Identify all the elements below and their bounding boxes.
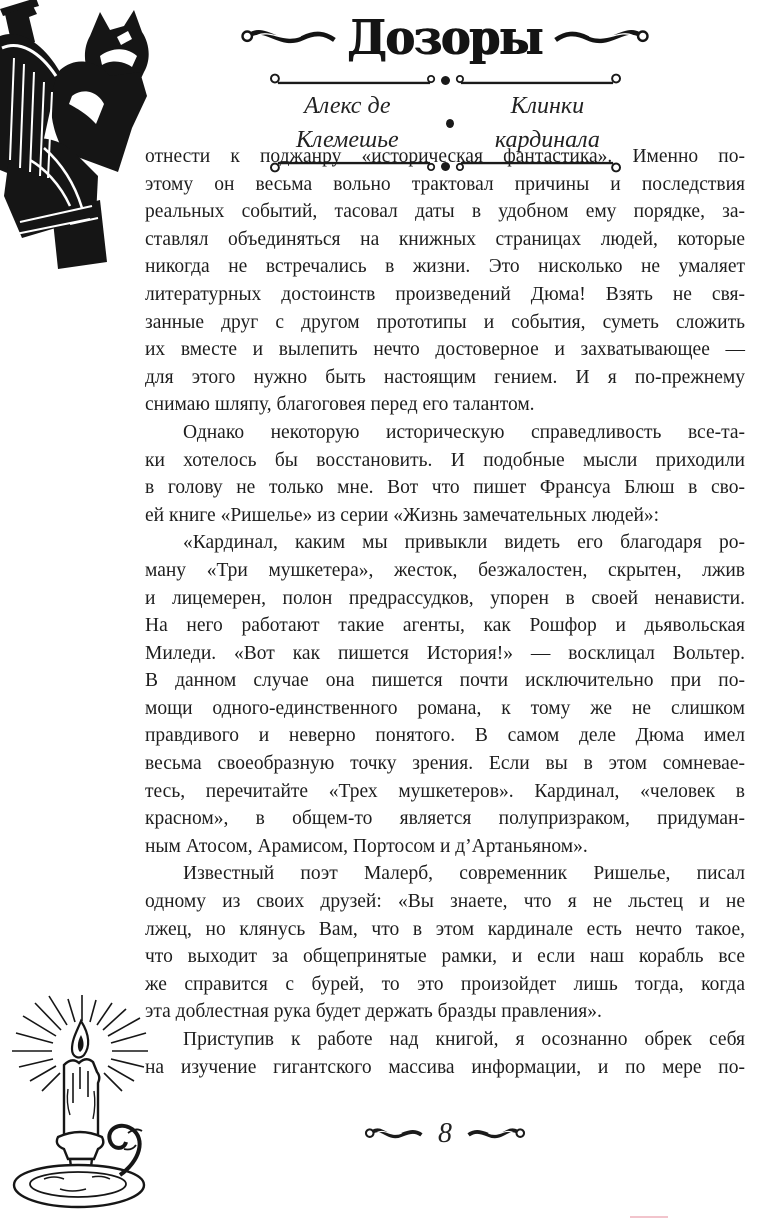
text-line: тесь, перечитайте «Трех мушкетеров». Кардинал, «человек в xyxy=(145,780,745,802)
rule-segment-icon xyxy=(454,72,622,88)
text-line: ки хотелось бы восстановить. И подобные мысли приходили xyxy=(145,449,745,471)
text-line: снимаю шляпу, благоговея перед его талантом. xyxy=(145,394,535,416)
text-line: занные друг с другом прототипы и события, суметь сложить xyxy=(145,311,745,333)
text-line: ставлял объединяться на книжных страницах людей, которые xyxy=(145,228,745,250)
text-line: Приступив к работе над книгой, я осознанно обрек себя xyxy=(183,1029,745,1050)
text-line: что выходит за общепринятые рамки, и если наш корабль все xyxy=(145,946,745,968)
text-line: красном», в общем-то является полупризраком, придуман- xyxy=(145,808,745,830)
text-line: их вместе и вылепить нечто достоверное и захватывающее — xyxy=(145,339,745,361)
text-line: весьма своеобразную точку зрения. Если вы в этом сомневае- xyxy=(145,753,745,775)
text-line: эта доблестная рука будет держать бразды правления». xyxy=(145,1001,602,1023)
logo-flourish-left-icon xyxy=(238,24,338,54)
text-line: Известный поэт Малерб, современник Ришелье, писал xyxy=(183,863,745,885)
rule-dot-icon xyxy=(441,76,450,85)
footer-flourish-right-icon xyxy=(466,1123,528,1145)
paragraph xyxy=(145,1026,745,1081)
text-line: Однако некоторую историческую справедливость все-та- xyxy=(183,421,745,443)
text-line: одному из своих друзей: «Вы знаете, что я не льстец и не xyxy=(145,891,745,913)
text-line: ману «Три мушкетера», жесток, безжалостен, скрытен, лжив xyxy=(145,559,745,581)
series-logo: Дозоры xyxy=(347,10,543,66)
scan-artifact xyxy=(630,1216,668,1218)
page-footer xyxy=(145,1110,745,1158)
subtitle-dot-icon xyxy=(446,119,454,128)
paragraph xyxy=(145,143,745,419)
text-line: правдивого и неверно понятого. В самом деле Дюма имел xyxy=(145,725,745,747)
text-line: для этого нужно быть настоящим гением. И я по-прежнему xyxy=(145,366,745,388)
gargoyle-illustration xyxy=(0,0,150,272)
text-line: этому он весьма вольно трактовал причины и последствия xyxy=(145,173,745,195)
text-line: никогда не встречались в жизни. Это нисколько не умаляет xyxy=(145,256,745,278)
paragraph xyxy=(145,419,745,529)
author-name: Алекс де Клемешье xyxy=(295,93,399,153)
text-line: и лицемерен, полон предрассудков, упорен в своей ненависти. xyxy=(145,587,745,609)
series-logo-row xyxy=(145,8,745,70)
flame xyxy=(72,1021,88,1057)
candle-illustration xyxy=(0,993,152,1219)
paragraph xyxy=(145,529,745,860)
rule-segment-icon xyxy=(269,72,437,88)
page-number: 8 xyxy=(438,1118,452,1149)
text-line: На него работают такие агенты, как Рошфор и дьявольская xyxy=(145,615,745,637)
text-line: лжец, но клянусь Вам, что в этом кардинале есть нечто такое, xyxy=(145,918,745,940)
text-line: литературных достоинств произведений Дюма! Взять не свя- xyxy=(145,283,745,305)
title-rule-top xyxy=(260,72,630,88)
text-line: мощи одного-единственного романа, к тому же не слишком xyxy=(145,697,745,719)
text-line: «Кардинал, каким мы привыкли видеть его благодаря ро- xyxy=(183,532,745,554)
text-line: ным Атосом, Арамисом, Портосом и д’Артаньяном». xyxy=(145,835,588,857)
text-line: реальных событий, тасовал даты в удобном ему порядке, за- xyxy=(145,201,745,223)
text-line: Миледи. «Вот как пишется История!» — восклицал Вольтер. xyxy=(145,642,745,664)
paragraph xyxy=(145,860,745,1026)
footer-flourish-left-icon xyxy=(362,1123,424,1145)
logo-flourish-right-icon xyxy=(552,24,652,54)
text-line: же справится с бурей, то это произойдет лишь тогда, когда xyxy=(145,973,745,995)
text-line: отнести к поджанру «историческая фантастика». Именно по- xyxy=(145,146,745,167)
text-line: В данном случае она пишется почти исключительно при по- xyxy=(145,670,745,692)
text-line: на изучение гигантского массива информации, и по мере по- xyxy=(145,1056,745,1078)
text-block xyxy=(145,143,745,1081)
text-line: в голову не только мне. Вот что пишет Франсуа Блюш в сво- xyxy=(145,477,745,499)
book-title: Клинки кардинала xyxy=(494,93,600,153)
text-line: ей книге «Ришелье» из серии «Жизнь замечательных людей»: xyxy=(145,504,660,526)
